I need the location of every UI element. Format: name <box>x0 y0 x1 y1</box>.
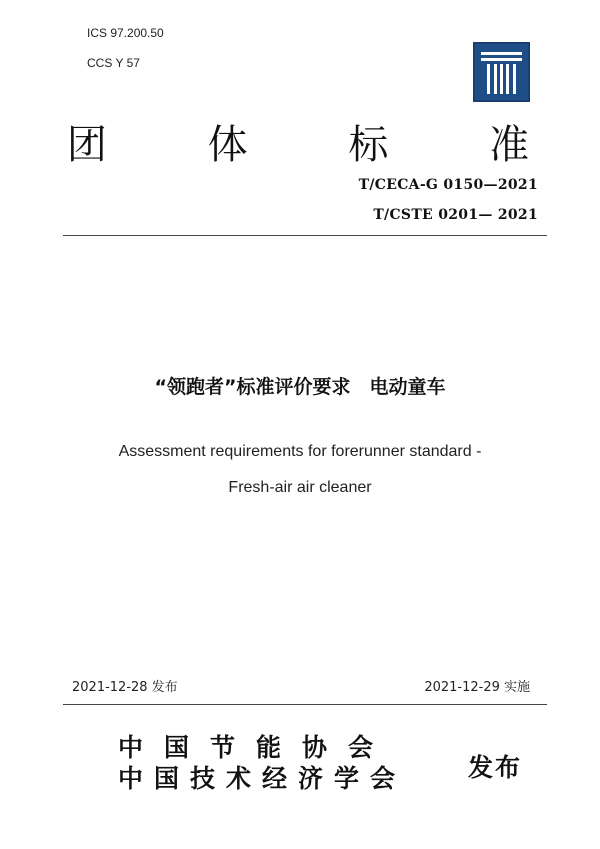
document-title-chinese: “领跑者”标准评价要求 电动童车 <box>154 376 446 398</box>
publish-label: 发布 <box>468 753 523 782</box>
ics-code: ICS 97.200.50 <box>87 26 164 40</box>
bottom-divider <box>63 704 547 705</box>
release-date: 2021-12-28 发布 <box>72 680 178 695</box>
document-title-english-line2: Fresh-air air cleaner <box>228 479 372 496</box>
publisher-org-1: 中国节能协会 <box>118 733 395 762</box>
top-divider <box>63 235 547 236</box>
document-title-english-line1: Assessment requirements for forerunner standard - <box>118 443 482 460</box>
implementation-date: 2021-12-29 实施 <box>424 680 530 695</box>
standard-number-2: T/CSTE 0201— 2021 <box>373 207 538 223</box>
publisher-org-2: 中国技术经济学会 <box>118 764 407 793</box>
main-title: 团 体 标 准 <box>66 122 574 168</box>
ccs-code: CCS Y 57 <box>87 56 140 70</box>
standard-number-1: T/CECA-G 0150—2021 <box>358 177 538 193</box>
standard-logo-icon <box>473 42 530 102</box>
